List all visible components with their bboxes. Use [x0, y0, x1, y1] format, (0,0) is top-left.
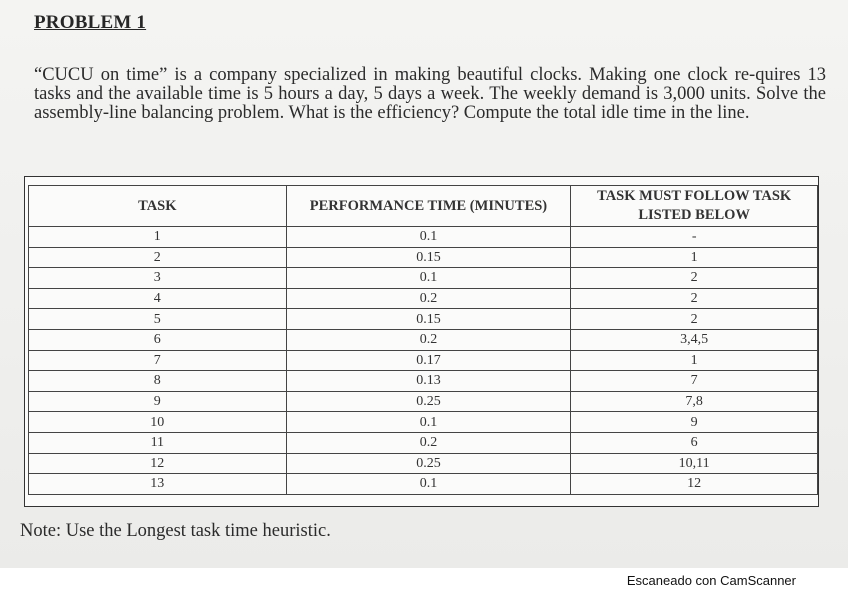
task-cell: 4	[29, 288, 287, 309]
time-cell: 0.1	[286, 474, 571, 495]
table-row	[29, 329, 818, 350]
table-row	[29, 227, 818, 248]
camscanner-watermark: Escaneado con CamScanner	[626, 573, 796, 588]
task-cell: 5	[29, 309, 287, 330]
time-cell: 0.2	[286, 288, 571, 309]
time-cell: 0.1	[286, 227, 571, 248]
precedence-cell: 2	[571, 309, 818, 330]
time-cell: 0.1	[286, 412, 571, 433]
header-task: TASK	[29, 186, 287, 227]
table-row	[29, 371, 818, 392]
table-row	[29, 247, 818, 268]
task-cell: 7	[29, 350, 287, 371]
task-cell: 9	[29, 391, 287, 412]
table-row	[29, 391, 818, 412]
task-cell: 13	[29, 474, 287, 495]
task-cell: 1	[29, 227, 287, 248]
precedence-cell: 1	[571, 350, 818, 371]
header-performance-time: PERFORMANCE TIME (MINUTES)	[286, 186, 571, 227]
precedence-cell: 7,8	[571, 391, 818, 412]
problem-statement: “CUCU on time” is a company specialized in making beautiful clocks. Making one clock re-quires 13 tasks and the available time is 5 hours a day, 5 days a week. The weekly demand is 3,000 units. Solve the assembly-line balancing problem. What is the efficiency? Compute the total idle time in the line.	[34, 65, 826, 123]
precedence-cell: 9	[571, 412, 818, 433]
task-cell: 12	[29, 453, 287, 474]
precedence-cell: 2	[571, 268, 818, 289]
task-table	[28, 185, 818, 495]
task-cell: 8	[29, 371, 287, 392]
time-cell: 0.15	[286, 309, 571, 330]
table-row	[29, 432, 818, 453]
time-cell: 0.2	[286, 329, 571, 350]
time-cell: 0.13	[286, 371, 571, 392]
task-cell: 10	[29, 412, 287, 433]
precedence-cell: 7	[571, 371, 818, 392]
time-cell: 0.25	[286, 391, 571, 412]
table-row	[29, 288, 818, 309]
table-row	[29, 309, 818, 330]
task-cell: 2	[29, 247, 287, 268]
precedence-cell: 6	[571, 432, 818, 453]
precedence-cell: 1	[571, 247, 818, 268]
time-cell: 0.17	[286, 350, 571, 371]
task-cell: 6	[29, 329, 287, 350]
table-header-row	[29, 186, 818, 227]
table-row	[29, 474, 818, 495]
time-cell: 0.2	[286, 432, 571, 453]
time-cell: 0.1	[286, 268, 571, 289]
precedence-cell: 2	[571, 288, 818, 309]
note: Note: Use the Longest task time heuristic.	[20, 521, 331, 541]
table-row	[29, 412, 818, 433]
table-row	[29, 268, 818, 289]
task-table-frame	[24, 176, 819, 507]
task-cell: 3	[29, 268, 287, 289]
header-precedence: TASK MUST FOLLOW TASK LISTED BELOW	[571, 186, 818, 227]
time-cell: 0.25	[286, 453, 571, 474]
task-cell: 11	[29, 432, 287, 453]
time-cell: 0.15	[286, 247, 571, 268]
problem-title: PROBLEM 1	[34, 12, 147, 33]
table-row	[29, 453, 818, 474]
table-row	[29, 350, 818, 371]
precedence-cell: 3,4,5	[571, 329, 818, 350]
precedence-cell: 10,11	[571, 453, 818, 474]
precedence-cell: 12	[571, 474, 818, 495]
precedence-cell: -	[571, 227, 818, 248]
